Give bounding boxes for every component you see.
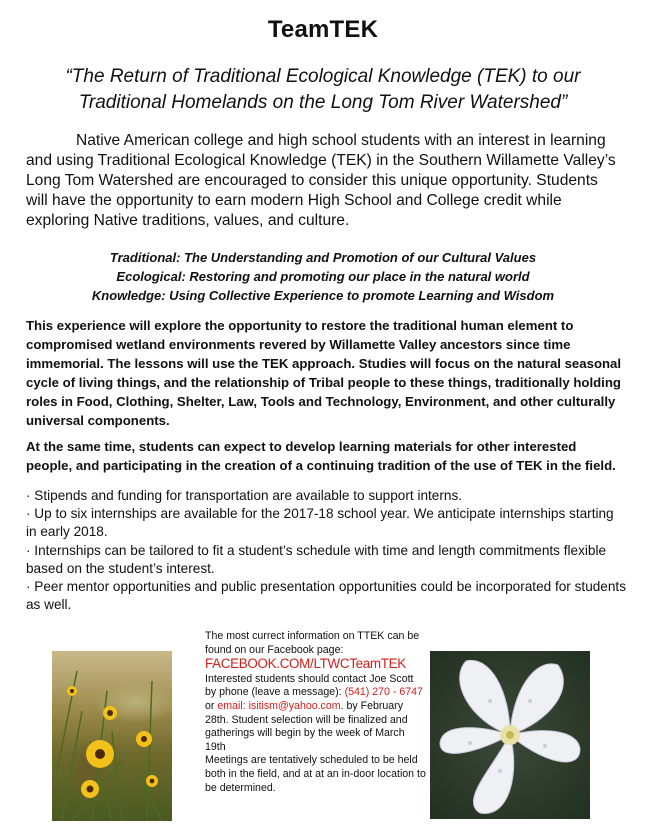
subtitle xyxy=(20,64,626,116)
white-mariposa-lily-photo xyxy=(430,651,590,819)
experience-paragraph: This experience will explore the opportunity to restore the traditional human element to compromised wetland environments revered by Willamette Valley ancestors since time immemorial. The lessons will use the TEK approach. Studies will focus on the natural seasonal cycle of living things, and the relationship of Tribal people to these things, traditionally holding roles in Food, Clothing, Shelter, Law, Tools and Technology, Environment, and other culturally universal components. xyxy=(26,318,622,428)
lily-flower-icon xyxy=(430,651,590,819)
intro-paragraph xyxy=(26,131,622,231)
subtitle-line-1: “The Return of Traditional Ecological Knowledge (TEK) to our xyxy=(65,66,581,87)
tek-line-ecological: Ecological: Restoring and promoting our place in the natural world xyxy=(116,269,530,284)
contact-text: Interested students should contact Joe Scott by phone (leave a message): xyxy=(205,672,414,699)
email-link[interactable]: email: isitism@yahoo.com xyxy=(217,699,341,712)
info-box xyxy=(205,630,427,795)
intro-text: Native American college and high school students with an interest in learning and using Traditional Ecological Knowledge (TEK) in the Southern Willamette Valley’s Long Tom Watershed are encouraged to consider this unique opportunity. Students will have the opportunity to earn modern High School and College credit while exploring Native traditions, values, and culture. xyxy=(26,132,616,229)
page-title: TeamTEK xyxy=(267,16,379,43)
deadline-text: . by February 28th. Student selection will be finalized and gatherings will begin by the week of March 19th xyxy=(205,699,408,753)
phone-number: (541) 270 - 6747 xyxy=(344,686,423,699)
facebook-link[interactable]: FACEBOOK.COM/LTWCTeamTEK xyxy=(205,656,406,672)
list-item: · Up to six internships are available for the 2017-18 school year. We anticipate internships starting in early 2018. xyxy=(26,506,614,540)
subtitle-line-2: Traditional Homelands on the Long Tom River Watershed” xyxy=(78,92,568,113)
or-text: or xyxy=(205,699,215,712)
tek-definitions xyxy=(40,248,606,305)
tek-line-traditional: Traditional: The Understanding and Promotion of our Cultural Values xyxy=(109,250,537,265)
info-intro: The most currect information on TTEK can be found on our Facebook page: xyxy=(205,630,420,656)
list-item: · Peer mentor opportunities and public presentation opportunities could be incorporated for students as well. xyxy=(26,579,627,613)
list-item: · Stipends and funding for transportation are available to support interns. xyxy=(26,488,463,503)
learning-paragraph: At the same time, students can expect to develop learning materials for other interested people, and participating in the creation of a continuing tradition of the use of TEK in the field. xyxy=(26,439,616,473)
yellow-wildflowers-photo xyxy=(52,651,172,821)
list-item: · Internships can be tailored to fit a student’s schedule with time and length commitments flexible based on the student’s interest. xyxy=(26,542,607,576)
benefits-list xyxy=(26,487,626,614)
tek-line-knowledge: Knowledge: Using Collective Experience to promote Learning and Wisdom xyxy=(91,288,555,303)
sunflower-icon xyxy=(52,651,172,821)
meetings-text: Meetings are tentatively scheduled to be held both in the field, and at at an in-door location to be determined. xyxy=(205,754,426,794)
